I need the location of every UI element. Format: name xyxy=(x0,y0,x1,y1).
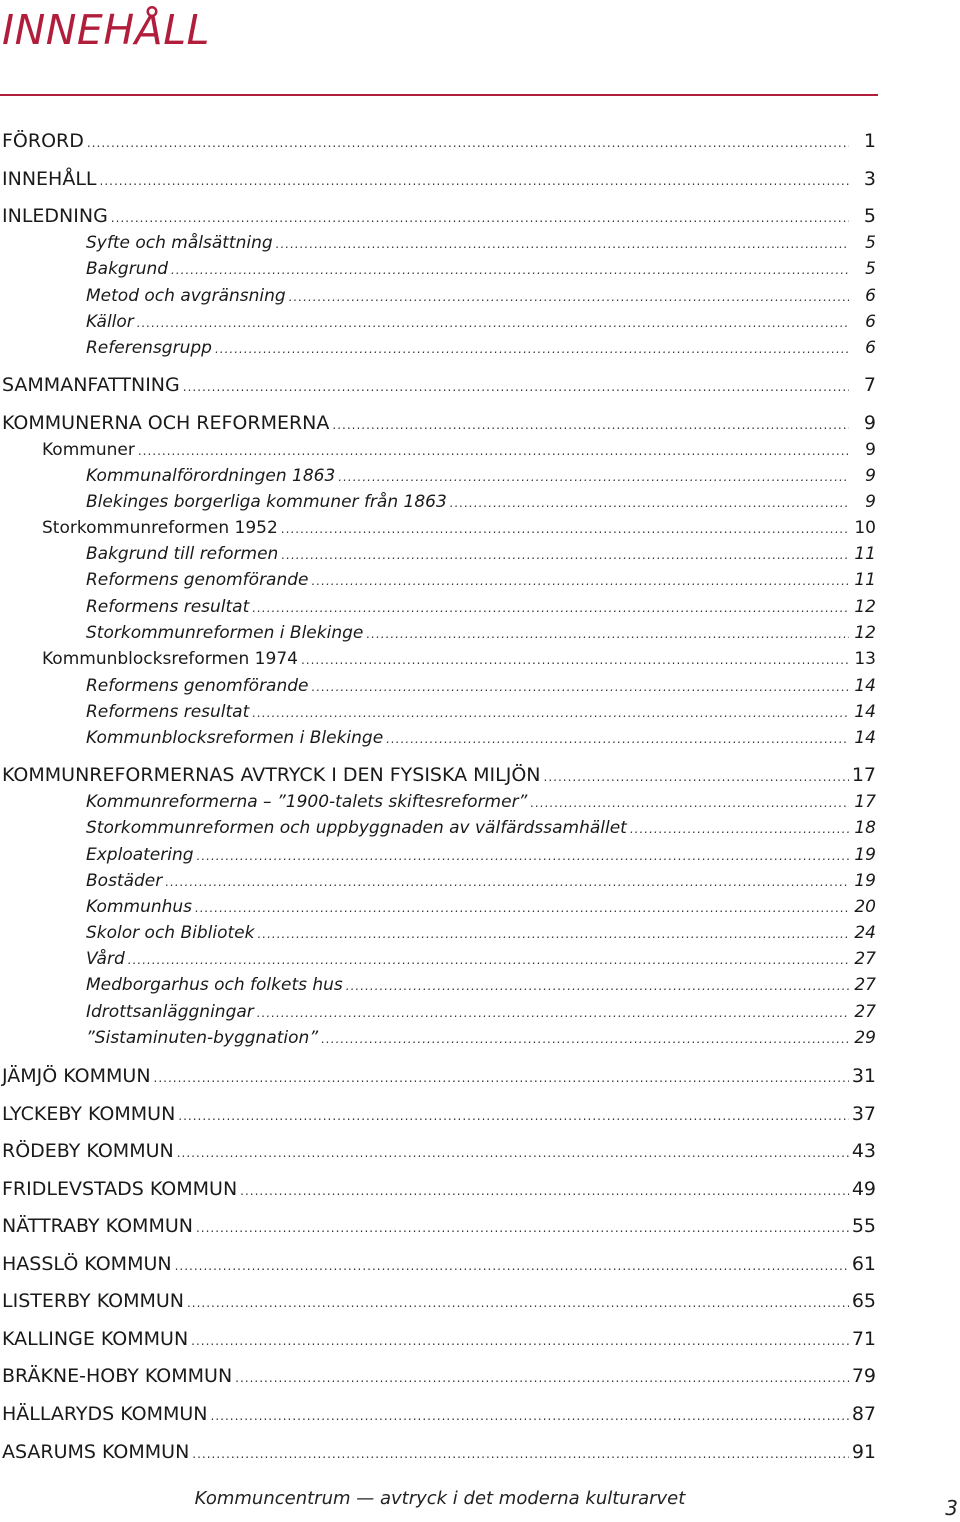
toc-entry-label: Metod och avgränsning xyxy=(86,286,286,306)
toc-entry-page: 43 xyxy=(851,1140,876,1162)
dot-leader xyxy=(100,170,850,192)
toc-entry-page: 13 xyxy=(854,649,876,669)
toc-entry-label: Blekinges borgerliga kommuner från 1863 xyxy=(86,492,447,512)
toc-entry xyxy=(0,1253,876,1277)
dot-leader xyxy=(312,570,849,592)
dot-leader xyxy=(195,897,849,919)
toc-entry xyxy=(0,675,876,698)
toc-entry-page: 11 xyxy=(854,544,876,564)
toc-entry xyxy=(0,1103,876,1127)
toc-entry xyxy=(0,1215,876,1239)
toc-entry xyxy=(0,727,876,750)
toc-entry-label: Idrottsanläggningar xyxy=(86,1002,254,1022)
toc-entry-page: 1 xyxy=(863,130,876,152)
page-title: INNEHÅLL xyxy=(2,6,210,54)
toc-entry xyxy=(0,896,876,919)
toc-entry xyxy=(0,974,876,997)
toc-entry-page: 11 xyxy=(854,570,876,590)
toc-entry xyxy=(0,285,876,308)
toc-entry-label: Kommunblocksreformen 1974 xyxy=(42,649,298,669)
toc-entry-page: 18 xyxy=(854,818,876,838)
toc-entry xyxy=(0,791,876,814)
toc-entry-label: Källor xyxy=(86,312,134,332)
toc-entry-page: 6 xyxy=(865,338,876,358)
toc-entry xyxy=(0,844,876,867)
toc-entry xyxy=(0,948,876,971)
toc-entry xyxy=(0,1065,876,1089)
toc-entry xyxy=(0,374,876,398)
toc-entry-label: Skolor och Bibliotek xyxy=(86,923,255,943)
toc-entry-page: 24 xyxy=(854,923,876,943)
toc-entry xyxy=(0,1027,876,1050)
dot-leader xyxy=(171,259,849,281)
toc-entry-page: 31 xyxy=(851,1065,876,1087)
toc-entry-page: 12 xyxy=(854,623,876,643)
toc-entry-label: Exploatering xyxy=(86,845,194,865)
dot-leader xyxy=(544,766,849,788)
toc-entry xyxy=(0,412,876,436)
toc-entry-page: 55 xyxy=(851,1215,876,1237)
dot-leader xyxy=(192,1443,849,1465)
toc-entry xyxy=(0,569,876,592)
toc-entry xyxy=(0,764,876,788)
toc-entry-page: 6 xyxy=(865,286,876,306)
toc-entry-label: Reformens genomförande xyxy=(86,676,309,696)
toc-entry-page: 20 xyxy=(854,897,876,917)
toc-entry xyxy=(0,311,876,334)
page-number: 3 xyxy=(945,1496,958,1520)
toc-entry xyxy=(0,1140,876,1164)
dot-leader xyxy=(301,649,849,671)
toc-entry-label: Reformens genomförande xyxy=(86,570,309,590)
toc-entry-label: FRIDLEVSTADS KOMMUN xyxy=(2,1178,238,1200)
toc-entry-label: HÄLLARYDS KOMMUN xyxy=(2,1403,208,1425)
dot-leader xyxy=(257,1002,849,1024)
toc-entry-page: 19 xyxy=(854,871,876,891)
toc-entry-label: Medborgarhus och folkets hus xyxy=(86,975,343,995)
toc-entry xyxy=(0,205,876,229)
toc-entry xyxy=(0,701,876,724)
toc-entry-label: Syfte och målsättning xyxy=(86,233,273,253)
dot-leader xyxy=(450,492,849,514)
toc-entry-label: Bakgrund till reformen xyxy=(86,544,279,564)
toc-entry xyxy=(0,622,876,645)
toc-entry-label: BRÄKNE-HOBY KOMMUN xyxy=(2,1365,233,1387)
dot-leader xyxy=(191,1330,849,1352)
toc-entry-label: Storkommunreformen i Blekinge xyxy=(86,623,364,643)
toc-entry-label: Vård xyxy=(86,949,125,969)
toc-entry xyxy=(0,922,876,945)
toc-entry-page: 5 xyxy=(865,233,876,253)
toc-entry-label: Kommunhus xyxy=(86,897,193,917)
dot-leader xyxy=(276,233,849,255)
toc-entry-page: 19 xyxy=(854,845,876,865)
dot-leader xyxy=(196,1217,849,1239)
dot-leader xyxy=(211,1405,849,1427)
toc-entry-label: Kommunreformerna – ”1900-talets skiftesreformer” xyxy=(86,792,528,812)
toc-entry xyxy=(0,258,876,281)
toc-entry xyxy=(0,1001,876,1024)
dot-leader xyxy=(165,871,849,893)
toc-entry-page: 49 xyxy=(851,1178,876,1200)
toc-entry-label: ASARUMS KOMMUN xyxy=(2,1441,190,1463)
toc-entry-page: 87 xyxy=(851,1403,876,1425)
toc-entry-page: 7 xyxy=(863,374,876,396)
toc-entry-label: KOMMUNERNA OCH REFORMERNA xyxy=(2,412,330,434)
toc-entry xyxy=(0,232,876,255)
toc-entry-label: Storkommunreformen 1952 xyxy=(42,518,278,538)
dot-leader xyxy=(332,414,849,436)
toc-entry-page: 5 xyxy=(865,259,876,279)
toc-entry xyxy=(0,870,876,893)
toc-entry xyxy=(0,130,876,154)
toc-entry-page: 14 xyxy=(854,702,876,722)
dot-leader xyxy=(252,702,849,724)
toc-entry xyxy=(0,1328,876,1352)
toc-entry xyxy=(0,1441,876,1465)
dot-leader xyxy=(252,597,849,619)
toc-entry xyxy=(0,168,876,192)
toc-entry-label: ”Sistaminuten-byggnation” xyxy=(86,1028,319,1048)
dot-leader xyxy=(137,312,849,334)
toc-entry-label: Reformens resultat xyxy=(86,597,250,617)
toc-entry-page: 14 xyxy=(854,676,876,696)
dot-leader xyxy=(215,338,849,360)
toc-entry xyxy=(0,1365,876,1389)
dot-leader xyxy=(154,1067,849,1089)
toc-entry-label: Kommunalförordningen 1863 xyxy=(86,466,336,486)
toc-entry-page: 61 xyxy=(851,1253,876,1275)
toc-entry-label: KALLINGE KOMMUN xyxy=(2,1328,189,1350)
dot-leader xyxy=(281,544,849,566)
dot-leader xyxy=(138,440,849,462)
toc-entry xyxy=(0,517,876,540)
toc-entry-page: 27 xyxy=(854,949,876,969)
dot-leader xyxy=(257,923,849,945)
toc-entry-page: 79 xyxy=(851,1365,876,1387)
dot-leader xyxy=(630,818,849,840)
toc-entry xyxy=(0,1178,876,1202)
dot-leader xyxy=(530,792,849,814)
dot-leader xyxy=(281,518,849,540)
toc-entry xyxy=(0,648,876,671)
toc-entry-page: 9 xyxy=(865,466,876,486)
toc-entry-page: 9 xyxy=(865,492,876,512)
toc-entry-label: NÄTTRABY KOMMUN xyxy=(2,1215,193,1237)
dot-leader xyxy=(338,466,849,488)
toc-entry-page: 5 xyxy=(863,205,876,227)
toc-entry-page: 10 xyxy=(854,518,876,538)
dot-leader xyxy=(87,132,849,154)
dot-leader xyxy=(289,286,849,308)
toc-entry xyxy=(0,491,876,514)
toc-entry-label: Reformens resultat xyxy=(86,702,250,722)
dot-leader xyxy=(312,676,849,698)
toc-entry-page: 17 xyxy=(854,792,876,812)
dot-leader xyxy=(240,1180,849,1202)
dot-leader xyxy=(321,1028,849,1050)
toc-entry-page: 9 xyxy=(865,440,876,460)
dot-leader xyxy=(346,975,849,997)
toc-entry-label: Storkommunreformen och uppbyggnaden av välfärdssamhället xyxy=(86,818,627,838)
dot-leader xyxy=(183,376,849,398)
dot-leader xyxy=(128,949,849,971)
toc-entry xyxy=(0,1403,876,1427)
toc-entry-label: INNEHÅLL xyxy=(2,168,97,190)
toc-entry-page: 9 xyxy=(863,412,876,434)
dot-leader xyxy=(175,1255,849,1277)
dot-leader xyxy=(235,1367,849,1389)
running-footer: Kommuncentrum — avtryck i det moderna kulturarvet xyxy=(194,1488,686,1509)
dot-leader xyxy=(197,845,849,867)
toc-entry xyxy=(0,465,876,488)
toc-entry-label: Bakgrund xyxy=(86,259,169,279)
toc-entry-label: FÖRORD xyxy=(2,130,84,152)
dot-leader xyxy=(111,207,849,229)
toc-entry xyxy=(0,1290,876,1314)
toc-entry-label: Kommunblocksreformen i Blekinge xyxy=(86,728,384,748)
toc-entry-page: 17 xyxy=(851,764,876,786)
toc-entry-label: SAMMANFATTNING xyxy=(2,374,180,396)
toc-entry-label: INLEDNING xyxy=(2,205,108,227)
dot-leader xyxy=(386,728,849,750)
toc-entry-label: Referensgrupp xyxy=(86,338,212,358)
toc-entry-page: 27 xyxy=(854,975,876,995)
toc-entry xyxy=(0,596,876,619)
toc-entry-page: 12 xyxy=(854,597,876,617)
dot-leader xyxy=(366,623,849,645)
toc-entry-page: 37 xyxy=(851,1103,876,1125)
toc-entry-page: 14 xyxy=(854,728,876,748)
toc-entry-label: HASSLÖ KOMMUN xyxy=(2,1253,172,1275)
dot-leader xyxy=(178,1105,849,1127)
toc-entry xyxy=(0,817,876,840)
toc-entry-label: KOMMUNREFORMERNAS AVTRYCK I DEN FYSISKA MILJÖN xyxy=(2,764,541,786)
toc-entry-label: LYCKEBY KOMMUN xyxy=(2,1103,176,1125)
toc-entry-label: Bostäder xyxy=(86,871,163,891)
toc-entry xyxy=(0,439,876,462)
toc-entry-page: 27 xyxy=(854,1002,876,1022)
toc-entry-page: 3 xyxy=(863,168,876,190)
toc-entry xyxy=(0,543,876,566)
toc-entry-label: RÖDEBY KOMMUN xyxy=(2,1140,174,1162)
toc-entry-page: 71 xyxy=(851,1328,876,1350)
toc-entry-page: 6 xyxy=(865,312,876,332)
toc-entry-label: LISTERBY KOMMUN xyxy=(2,1290,184,1312)
dot-leader xyxy=(187,1292,849,1314)
toc-entry-page: 29 xyxy=(854,1028,876,1048)
toc-entry-page: 65 xyxy=(851,1290,876,1312)
toc-entry-page: 91 xyxy=(851,1441,876,1463)
toc-entry xyxy=(0,337,876,360)
toc-entry-label: JÄMJÖ KOMMUN xyxy=(2,1065,151,1087)
toc-entry-label: Kommuner xyxy=(42,440,135,460)
dot-leader xyxy=(177,1142,849,1164)
